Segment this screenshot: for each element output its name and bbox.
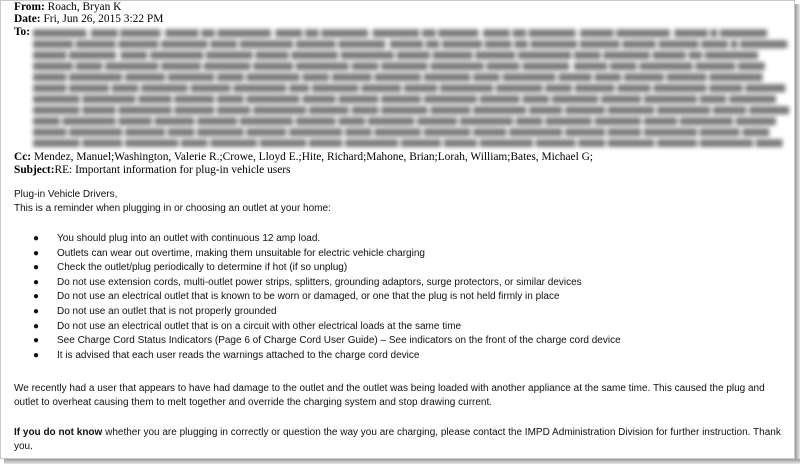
list-item-text: You should plug into an outlet with continuous 12 amp load. [57, 233, 321, 244]
bullet-icon: ● [33, 233, 40, 244]
from-label: From: [14, 1, 45, 13]
subject-label: Subject: [14, 164, 55, 176]
bullet-icon: ● [33, 291, 40, 303]
date-value: Fri, Jun 26, 2015 3:22 PM [43, 13, 164, 25]
bullet-icon: ● [33, 349, 40, 361]
greeting: Plug-in Vehicle Drivers, [14, 189, 118, 200]
list-item-text: Check the outlet/plug periodically to determine if hot (if so unplug) [57, 262, 348, 274]
bullet-icon: ● [33, 276, 40, 288]
list-item-text: Do not use an electrical outlet that is on a circuit with other electrical loads at the same time [57, 320, 462, 332]
list-item [23, 232, 621, 247]
list-item [23, 305, 621, 320]
bullet-icon: ● [33, 320, 40, 332]
to-label: To: [14, 26, 31, 38]
list-item [23, 276, 621, 291]
list-item [23, 261, 621, 276]
list-item [23, 334, 621, 349]
page-shadow-right [795, 4, 800, 464]
closing-text: whether you are plugging in correctly or question the way you are charging, please contact the IMPD Administration Division for further instruction. Thank you. [14, 427, 781, 452]
subject-value: RE: Important information for plug-in vehicle users [54, 164, 291, 176]
cc-line [14, 151, 593, 164]
intro-text: This is a reminder when plugging in or choosing an outlet at your home: [14, 203, 331, 214]
list-item-text: Do not use an electrical outlet that is known to be worn or damaged, or one that the plug is not held firmly in place [57, 291, 560, 303]
bullet-icon: ● [33, 335, 40, 347]
bullet-icon: ● [33, 305, 40, 317]
to-line [14, 26, 30, 39]
subject-line [14, 164, 290, 177]
page-shadow-bottom [4, 459, 800, 464]
from-value: Roach, Bryan K [47, 1, 122, 13]
closing-bold-text: If you do not know [14, 427, 103, 438]
list-item-text: It is advised that each user reads the warnings attached to the charge cord device [57, 349, 420, 361]
list-item-text: Do not use an outlet that is not properly grounded [57, 305, 277, 317]
redacted-recipients: ▆▆▆▆▆▆▆▆, ▆▆▆▆ ▆▆▆▆▆▆; ▆▆▆▆▆ ▆▆ ▆▆▆▆▆▆▆▆; ▆▆▆▆ ▆▆ ▆▆▆▆▆▆▆; ▆▆▆▆▆▆▆ ▆▆ ▆▆▆▆▆▆; ▆▆▆▆ ▆▆ ▆▆▆▆▆▆▆; ▆▆▆▆▆ ▆▆▆▆▆▆▆▆; ▆▆▆▆▆ ▆ ▆▆▆▆▆▆▆; ▆▆▆▆▆▆ ▆▆▆▆▆▆ ▆▆▆▆▆▆ ▆▆▆▆▆▆▆ ▆▆▆▆ ▆▆▆▆▆▆▆▆ ▆▆▆▆▆▆ ▆▆▆▆▆▆▆; ▆▆▆▆▆ ▆▆ ▆▆▆▆▆▆ ▆▆▆▆ ▆▆ ▆▆▆▆▆▆▆ ▆▆▆▆▆▆ ▆▆▆▆▆ ▆▆▆▆▆▆ ▆▆▆▆ ▆ ▆▆▆▆▆▆▆; ▆▆▆▆▆ ▆▆▆▆▆▆▆; ▆▆▆▆ ▆▆▆▆▆▆▆▆ ▆▆▆▆▆▆▆ ▆▆▆▆▆ ▆▆▆▆▆▆▆ ▆▆▆▆▆▆▆▆ ▆▆▆▆▆ ▆▆▆▆▆▆ ▆▆▆▆▆▆ ▆▆▆▆▆▆▆▆ ▆▆▆▆ ▆▆▆▆▆▆▆ ▆▆▆▆▆ ▆▆ ▆▆▆▆▆▆▆▆ ▆▆▆▆▆▆ ▆▆▆▆ ▆▆▆▆▆▆▆▆ ▆▆▆▆▆▆ ▆▆▆▆▆▆▆ ▆▆▆▆▆▆ ▆▆▆▆▆▆▆▆ ▆▆▆▆ ▆▆▆▆▆▆▆ ▆▆▆▆▆▆▆▆ ▆▆▆▆▆ ▆▆▆▆▆▆▆; ▆▆▆▆▆ ▆▆▆▆ ▆▆▆▆▆▆▆▆ ▆▆▆▆▆▆ ▆▆▆▆ ▆▆▆▆▆ ▆▆▆▆▆▆▆▆ ▆▆▆▆▆▆ ▆▆▆▆▆▆▆ ▆▆▆▆ ▆▆▆▆▆▆▆▆ ▆▆▆▆ ▆▆▆▆▆▆ ▆▆▆▆▆▆▆ ▆▆▆▆▆▆▆ ▆▆▆▆ ▆▆▆▆▆▆▆▆ ▆▆▆▆▆ ▆▆▆▆ ▆▆▆▆▆▆ ▆▆▆▆▆▆ ▆▆▆▆▆▆▆▆ ▆▆▆▆▆ ▆▆▆▆▆▆ ▆▆▆▆ ▆▆▆▆▆▆▆ ▆▆▆▆▆▆ ▆▆▆▆▆▆▆▆ ▆▆▆ ▆▆▆▆▆▆▆ ▆▆▆▆▆▆ ▆▆▆▆▆ ▆▆▆▆▆▆▆▆ ▆▆▆▆▆▆▆ ▆▆▆▆ ▆▆▆▆▆▆ ▆▆▆▆▆ ▆▆▆▆▆▆▆▆ ▆▆▆▆▆ ▆▆▆▆▆▆ ▆▆▆▆▆▆▆ ▆▆▆▆▆▆▆▆ ▆▆▆▆▆ ▆▆▆▆▆▆ ▆▆▆▆ ▆▆▆▆▆▆▆▆ ▆▆▆▆▆ ▆▆▆▆▆▆ ▆▆▆▆▆▆ ▆▆▆▆▆▆▆▆ ▆▆▆▆▆▆ ▆▆▆▆ ▆▆▆▆▆▆▆ ▆▆▆▆▆▆ ▆▆▆▆▆▆▆▆ ▆▆▆▆ ▆▆▆▆▆▆▆ ▆▆▆▆▆▆▆ ▆▆▆▆▆ ▆▆▆▆▆▆▆▆ ▆▆▆▆▆▆ ▆▆▆▆▆ ▆▆▆▆▆▆▆▆ ▆▆▆▆▆▆ ▆▆▆▆ ▆▆▆▆▆▆▆ ▆▆▆▆▆▆ ▆▆▆▆▆▆▆▆ ▆▆▆▆▆ ▆▆▆▆▆▆ ▆▆▆▆▆▆▆ ▆▆▆▆▆▆▆▆ ▆▆▆▆▆ ▆▆▆▆▆▆ ▆▆▆▆ ▆▆▆▆▆▆▆▆ ▆▆▆▆▆ ▆▆▆▆▆▆ ▆▆▆▆▆▆ ▆▆▆▆▆▆▆▆ ▆▆▆▆▆▆ ▆▆▆▆ ▆▆▆▆▆▆▆ ▆▆▆▆▆▆ ▆▆▆▆▆▆▆▆ ▆▆▆▆ ▆▆▆▆▆▆▆ ▆▆▆▆▆▆▆ ▆▆▆▆▆ ▆▆▆▆▆▆▆▆ ▆▆▆▆▆▆ ▆▆▆▆▆ ▆▆▆▆▆▆▆▆ ▆▆▆▆▆▆ ▆▆▆▆ ▆▆▆▆▆▆▆ ▆▆▆▆▆▆ ▆▆▆▆▆▆▆▆ ▆▆▆▆ ▆▆▆▆▆▆▆ ▆▆▆▆▆▆▆ ▆▆▆▆▆ ▆▆▆▆▆▆▆▆ ▆▆▆▆▆▆ ▆▆▆▆▆ ▆▆▆▆▆▆▆▆ ▆▆▆▆▆▆ ▆▆▆▆ ▆▆▆▆▆▆▆ ▆▆▆▆▆▆ ▆▆▆▆▆▆▆▆ ▆▆▆▆ ▆▆▆▆▆▆▆ ▆▆▆▆▆▆▆ ▆▆▆▆▆ ▆▆▆▆▆▆▆▆ ▆▆▆▆▆▆ ▆▆▆▆▆ ▆▆▆▆▆▆▆▆ ▆▆▆▆▆▆ ▆▆▆▆ ▆▆▆▆▆▆▆ ▆▆▆▆▆▆ ▆▆▆▆▆▆▆▆ ▆▆▆▆ [33, 27, 789, 147]
closing-paragraph [14, 426, 789, 454]
bullet-icon: ● [33, 262, 40, 274]
list-item [23, 290, 621, 305]
bullet-icon: ● [33, 247, 40, 259]
list-item-text: Do not use extension cords, multi-outlet power strips, splitters, grounding adaptors, surge protectors, or similar devices [57, 276, 582, 288]
incident-paragraph: We recently had a user that appears to have had damage to the outlet and the outlet was being loaded with another appliance at the same time. This caused the plug and outlet to overheat causing them to melt together and override the charging system and stop drawing current. [14, 383, 765, 408]
list-item-text: See Charge Cord Status Indicators (Page 6 of Charge Cord User Guide) – See indicators on the front of the charge cord device [57, 335, 621, 347]
list-item [23, 247, 621, 262]
cc-value: Mendez, Manuel;Washington, Valerie R.;Crowe, Lloyd E.;Hite, Richard;Mahone, Brian;Lorah, William;Bates, Michael G; [33, 151, 593, 163]
bullet-list [23, 232, 621, 363]
list-item [23, 320, 621, 335]
list-item-text: Outlets can wear out overtime, making them unsuitable for electric vehicle charging [57, 247, 425, 259]
date-line [14, 13, 163, 26]
date-label: Date: [14, 13, 41, 25]
list-item [23, 349, 621, 364]
cc-label: Cc: [14, 151, 32, 163]
